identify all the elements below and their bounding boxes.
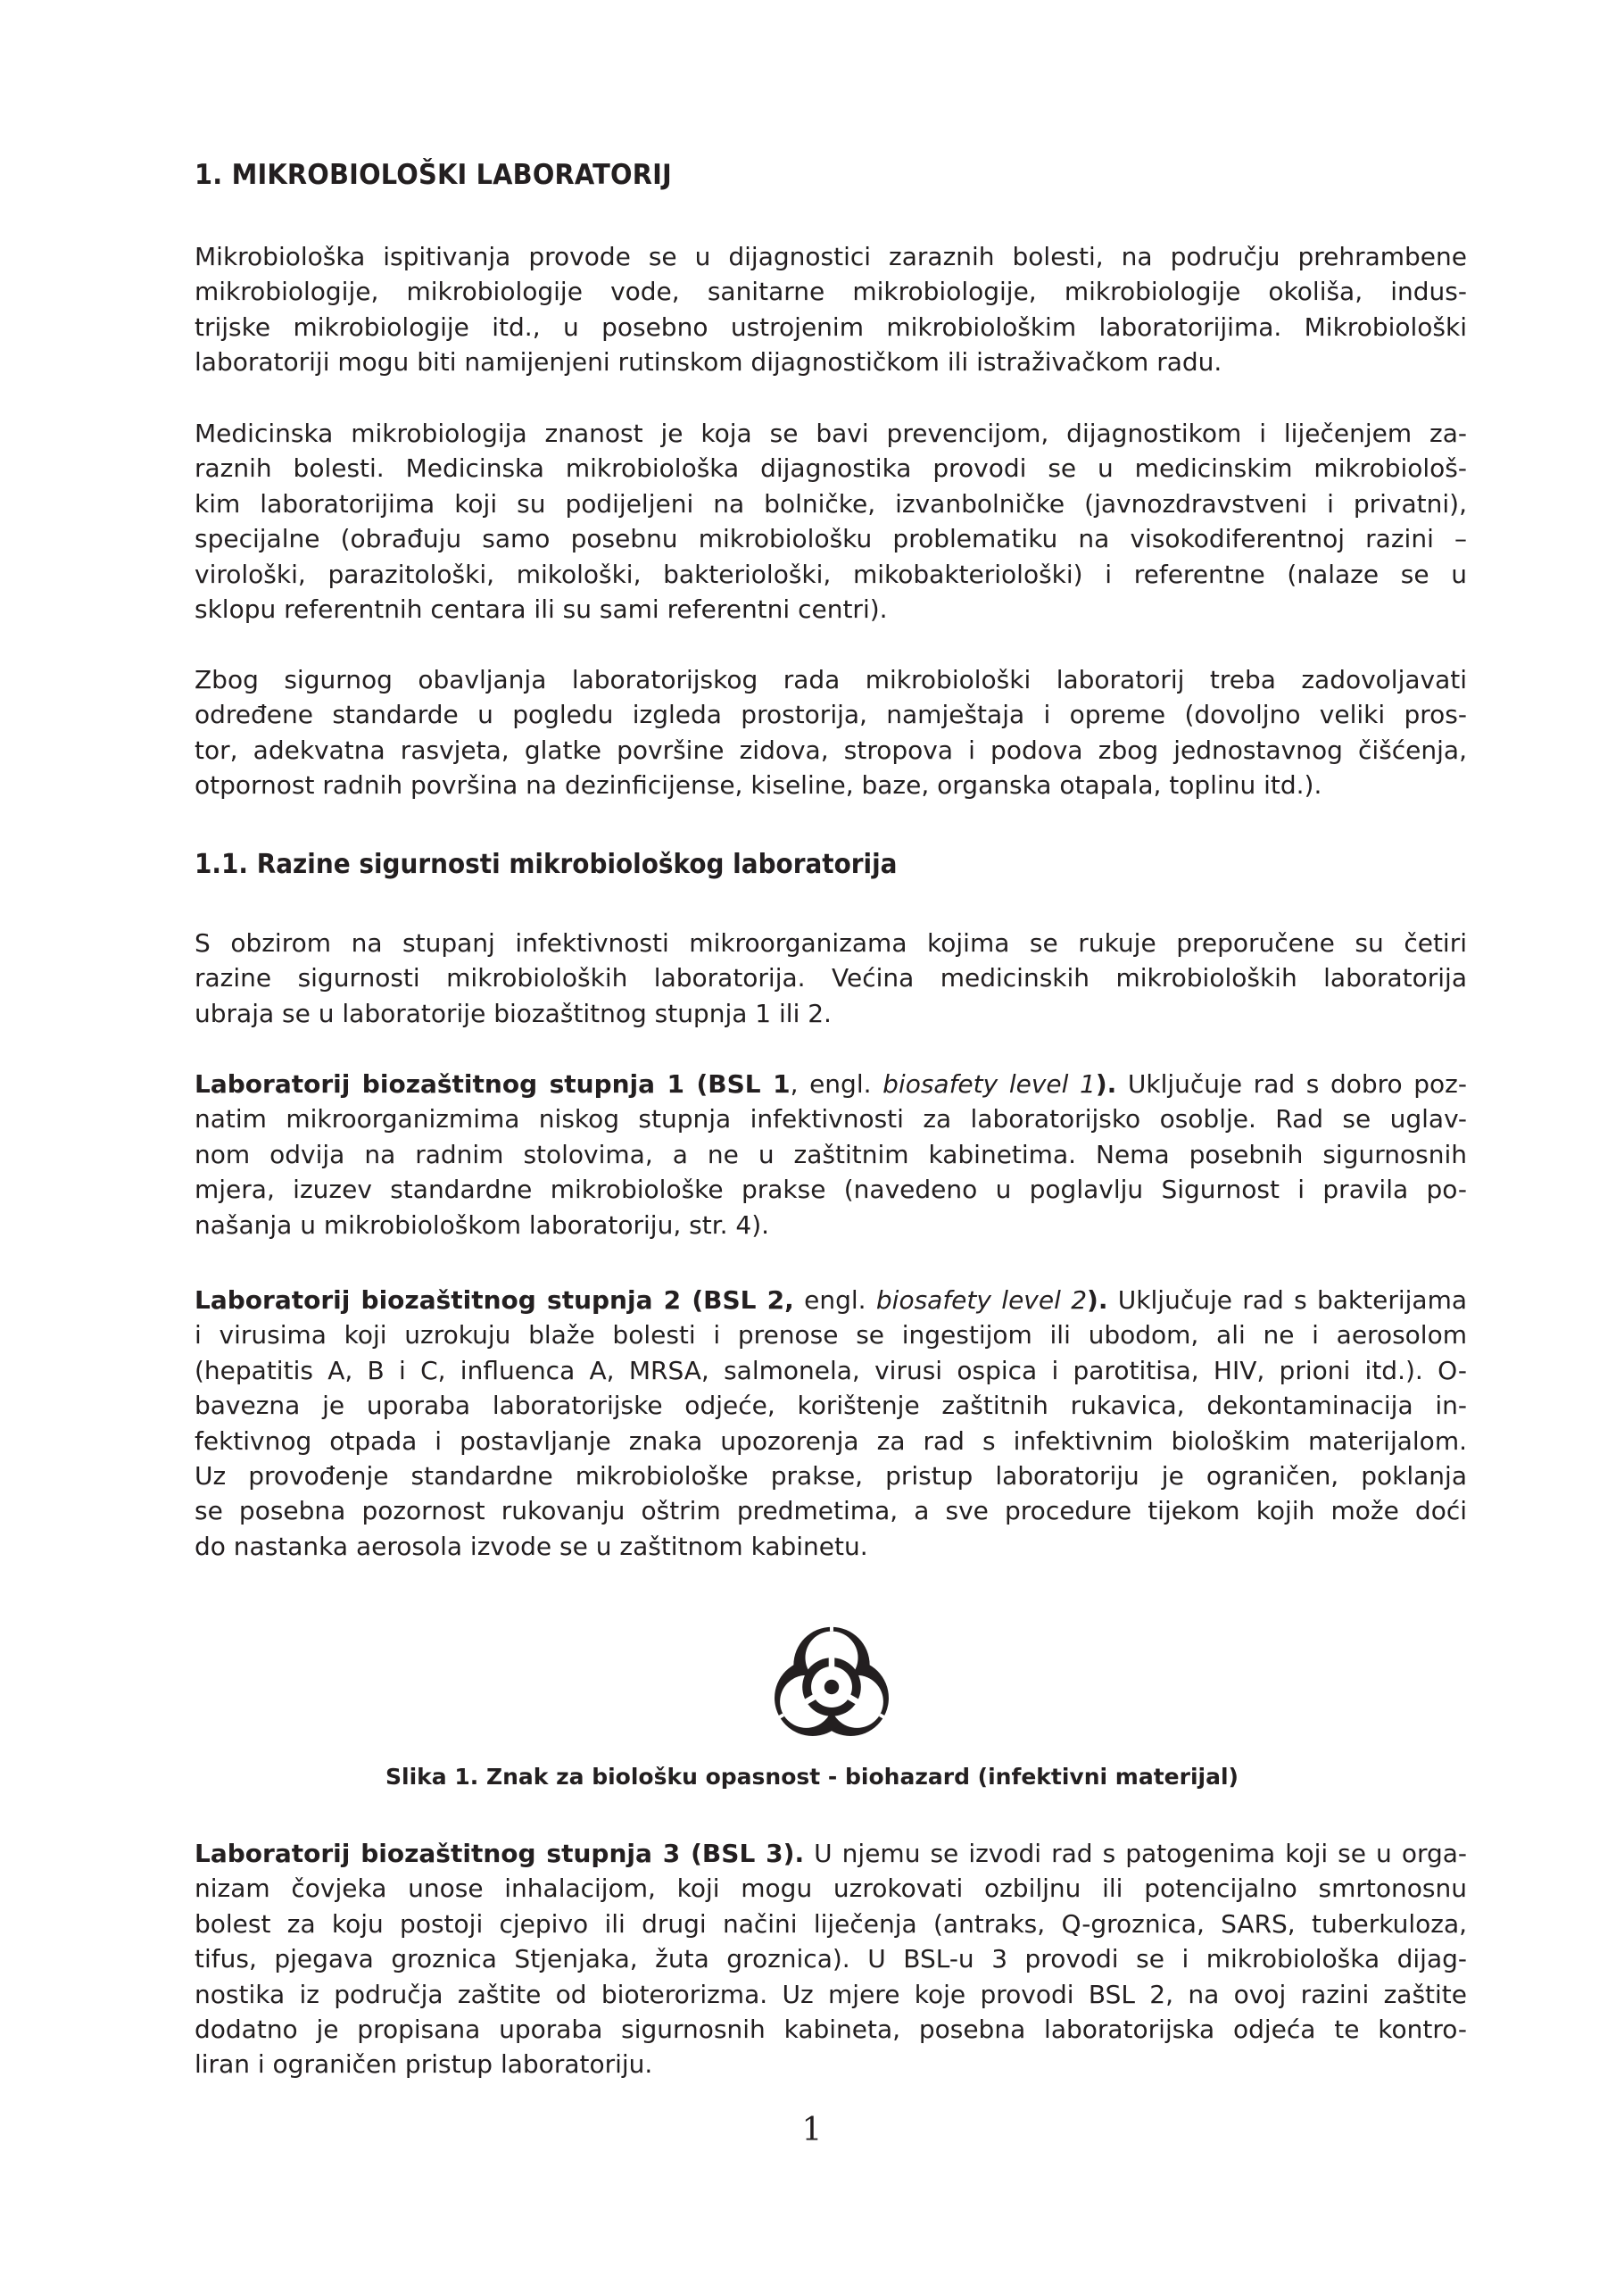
text-line: nizam čovjeka unose inhalacijom, koji mogu uzrokovati ozbiljnu ili potencijalno smrtonosnu [195, 1874, 1467, 1904]
bsl3-term: Laboratorij biozaštitnog stupnja 3 (BSL 3). [195, 1839, 805, 1868]
text-line: S obzirom na stupanj infektivnosti mikroorganizama kojima se rukuje preporučene su četiri [195, 928, 1467, 958]
text-line: mikrobiologije, mikrobiologije vode, sanitarne mikrobiologije, mikrobiologije okoliša, indus- [195, 277, 1467, 307]
figure-caption: Slika 1. Znak za biološku opasnost - biohazard (infektivni materijal) [385, 1764, 1239, 1790]
closing-paren: ). [1087, 1285, 1108, 1315]
text-line: određene standarde u pogledu izgleda prostorija, namještaja i opreme (dovoljno veliki pros- [195, 700, 1467, 730]
text-line: ubraja se u laboratorije biozaštitnog stupnja 1 ili 2. [195, 998, 832, 1028]
text-line: natim mikroorganizmima niskog stupnja infektivnosti za laboratorijsko osoblje. Rad se uglav- [195, 1104, 1467, 1134]
text-line: dodatno je propisana uporaba sigurnosnih kabineta, posebna laboratorijska odjeća te kontro- [195, 2014, 1467, 2044]
paragraph-standards [195, 662, 1467, 803]
text-line: Uz provođenje standardne mikrobiološke prakse, pristup laboratoriju je ograničen, poklanja [195, 1460, 1467, 1491]
text-line [195, 1067, 1467, 1101]
paragraph-intro [195, 239, 1467, 380]
paragraph-bsl2 [195, 1283, 1467, 1564]
text-line: sklopu referentnih centara ili su sami referentni centri). [195, 594, 888, 624]
text-line: našanja u mikrobiološkom laboratoriju, str. 4). [195, 1209, 770, 1240]
bsl1-term: Laboratorij biozaštitnog stupnja 1 (BSL 1 [195, 1069, 791, 1099]
text-line: Mikrobiološka ispitivanja provode se u dijagnostici zaraznih bolesti, na području prehrambene [195, 242, 1467, 271]
engl-label: engl. [793, 1285, 876, 1315]
section-title: 1.1. Razine sigurnosti mikrobiološkog laboratorija [195, 849, 898, 880]
text-line: se posebna pozornost rukovanju oštrim predmetima, a sve procedure tijekom kojih može doći [195, 1496, 1467, 1526]
paragraph-safety-levels [195, 926, 1467, 1031]
text-line: tor, adekvatna rasvjeta, glatke površine zidova, stropova i podova zbog jednostavnog čišćenja, [195, 735, 1467, 765]
text-line: bavezna je uporaba laboratorijske odjeće, korištenje zaštitnih rukavica, dekontaminacija in- [195, 1391, 1467, 1421]
chapter-title: 1. MIKROBIOLOŠKI LABORATORIJ [195, 159, 672, 191]
text-line [195, 1836, 1467, 1871]
text-line: otpornost radnih površina na dezinficijense, kiseline, baze, organska otapala, toplinu itd.). [195, 770, 1322, 801]
english-term: biosafety level 1 [882, 1069, 1096, 1099]
biohazard-figure [758, 1614, 905, 1760]
paragraph-bsl3 [195, 1836, 1467, 2082]
engl-label: , engl. [790, 1069, 883, 1099]
line-rest: Uključuje rad s dobro poz- [1116, 1069, 1467, 1099]
bsl2-term: Laboratorij biozaštitnog stupnja 2 (BSL 2, [195, 1285, 794, 1315]
paragraph-medical-microbiology [195, 416, 1467, 627]
paragraph-bsl1 [195, 1067, 1467, 1242]
text-line [195, 1283, 1467, 1317]
text-line: mjera, izuzev standardne mikrobiološke prakse (navedeno u poglavlju Sigurnost i pravila po- [195, 1175, 1467, 1205]
text-line: i virusima koji uzrokuju blaže bolesti i prenose se ingestijom ili ubodom, ali ne i aerosolom [195, 1320, 1467, 1350]
text-line: specijalne (obrađuju samo posebnu mikrobiološku problematiku na visokodiferentnoj razini – [195, 524, 1467, 554]
text-line: raznih bolesti. Medicinska mikrobiološka dijagnostika provodi se u medicinskim mikrobiološ- [195, 453, 1467, 484]
closing-paren: ). [1095, 1069, 1117, 1099]
english-term: biosafety level 2 [875, 1285, 1088, 1315]
text-line: nom odvija na radnim stolovima, a ne u zaštitnim kabinetima. Nema posebnih sigurnosnih [195, 1139, 1467, 1169]
text-line: nostika iz područja zaštite od bioterorizma. Uz mjere koje provodi BSL 2, na ovoj razini zaštite [195, 1979, 1467, 2009]
text-line: liran i ograničen pristup laboratoriju. [195, 2049, 653, 2080]
text-line: Zbog sigurnog obavljanja laboratorijskog rada mikrobiološki laboratorij treba zadovoljavati [195, 665, 1467, 694]
line-rest: Uključuje rad s bakterijama [1107, 1285, 1468, 1315]
text-line: (hepatitis A, B i C, influenca A, MRSA, salmonela, virusi ospica i parotitisa, HIV, prioni itd.). O- [195, 1355, 1467, 1385]
line-rest: U njemu se izvodi rad s patogenima koji se u orga- [804, 1839, 1467, 1868]
text-line: virološki, parazitološki, mikološki, bakteriološki, mikobakteriološki) i referentne (nalaze se u [195, 559, 1467, 589]
text-line: trijske mikrobiologije itd., u posebno ustrojenim mikrobiološkim laboratorijima. Mikrobiološki [195, 312, 1467, 342]
biohazard-icon [758, 1614, 905, 1760]
text-line: Medicinska mikrobiologija znanost je koja se bavi prevencijom, dijagnostikom i liječenjem za- [195, 419, 1467, 448]
text-line: laboratoriji mogu biti namijenjeni rutinskom dijagnostičkom ili istraživačkom radu. [195, 347, 1222, 378]
text-line: do nastanka aerosola izvode se u zaštitnom kabinetu. [195, 1531, 868, 1561]
text-line: kim laboratorijima koji su podijeljeni na bolničke, izvanbolničke (javnozdravstveni i privatni), [195, 488, 1467, 519]
text-line: bolest za koju postoji cjepivo ili drugi načini liječenja (antraks, Q-groznica, SARS, tuberkuloza, [195, 1908, 1467, 1939]
text-line: razine sigurnosti mikrobioloških laboratorija. Većina medicinskih mikrobioloških laboratorija [195, 963, 1467, 993]
text-line: fektivnog otpada i postavljanje znaka upozorenja za rad s infektivnim biološkim materijalom. [195, 1425, 1467, 1456]
page-number: 1 [801, 2112, 823, 2148]
text-line: tifus, pjegava groznica Stjenjaka, žuta groznica). U BSL-u 3 provodi se i mikrobiološka dijag- [195, 1944, 1467, 1974]
